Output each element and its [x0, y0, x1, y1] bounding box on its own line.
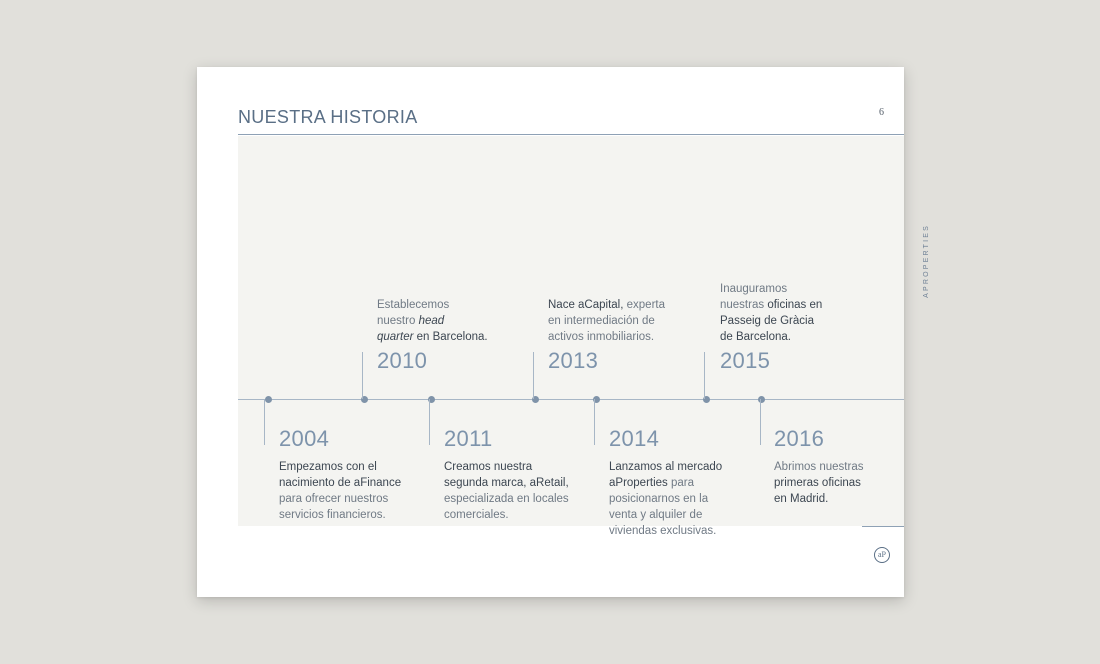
timeline-stem	[264, 399, 265, 445]
page-number: 6	[879, 107, 884, 118]
event-text-run: oficinas en	[767, 299, 823, 311]
timeline-stem	[429, 399, 430, 445]
timeline-stem	[533, 352, 534, 399]
event-text-run: en Barcelona.	[413, 331, 488, 343]
footer-divider	[862, 526, 904, 527]
event-text-run: Inauguramos	[720, 283, 788, 295]
event-text-run: quarter	[377, 331, 414, 343]
event-text-run: experta	[623, 299, 665, 311]
event-year: 2011	[444, 426, 493, 451]
timeline-axis	[238, 399, 904, 400]
event-text-run: para ofrecer nuestros	[279, 493, 389, 505]
event-description	[548, 297, 698, 345]
event-description-line	[377, 329, 527, 345]
event-text-run: para	[667, 477, 695, 489]
event-description-line	[720, 281, 870, 297]
event-text-run: nuestras	[720, 299, 768, 311]
event-year: 2010	[377, 348, 428, 373]
event-description-line	[548, 329, 698, 345]
event-description-line	[609, 459, 759, 475]
event-description-line	[548, 297, 698, 313]
event-description-line	[377, 313, 527, 329]
event-description-line	[279, 491, 429, 507]
event-year: 2013	[548, 348, 599, 373]
event-text-run: viviendas exclusivas.	[609, 525, 717, 537]
event-text-run: Creamos nuestra	[444, 461, 533, 473]
event-text-run: nuestro	[377, 315, 419, 327]
event-description	[774, 459, 924, 507]
timeline-dot	[265, 396, 272, 403]
event-description-line	[279, 459, 429, 475]
event-text-run: en Madrid.	[774, 493, 829, 505]
event-text-run: nacimiento de aFinance	[279, 477, 402, 489]
event-description-line	[609, 491, 759, 507]
event-year: 2015	[720, 348, 771, 373]
event-text-run: Lanzamos al mercado	[609, 461, 723, 473]
timeline-stem	[594, 399, 595, 445]
event-text-run: Establecemos	[377, 299, 450, 311]
side-brand-label: APROPERTIES	[923, 224, 930, 298]
event-text-run: posicionarnos en la	[609, 493, 709, 505]
event-description-line	[774, 475, 924, 491]
event-text-run: especializada en locales	[444, 493, 569, 505]
timeline-stem	[362, 352, 363, 399]
event-description-line	[279, 475, 429, 491]
event-text-run: Empezamos con el	[279, 461, 377, 473]
event-year: 2016	[774, 426, 825, 451]
event-description-line	[444, 475, 594, 491]
event-text-run: activos inmobiliarios.	[548, 331, 655, 343]
event-description-line	[774, 491, 924, 507]
timeline-panel	[238, 136, 930, 537]
event-description-line	[444, 459, 594, 475]
event-description-line	[720, 313, 870, 329]
event-description-line	[609, 475, 759, 491]
event-description	[444, 459, 594, 523]
event-description-line	[720, 329, 870, 345]
event-year: 2004	[279, 426, 330, 451]
event-description-line	[774, 459, 924, 475]
event-text-run: Passeig de Gràcia	[720, 315, 814, 327]
event-description-line	[720, 297, 870, 313]
event-text-run: head	[418, 315, 445, 327]
event-description-line	[609, 523, 759, 539]
event-description	[720, 281, 870, 345]
event-description-line	[444, 507, 594, 523]
event-text-run: aProperties	[609, 477, 668, 489]
event-text-run: comerciales.	[444, 509, 509, 521]
event-description	[377, 297, 527, 345]
event-description-line	[609, 507, 759, 523]
event-text-run: Nace aCapital,	[548, 299, 624, 311]
event-description	[609, 459, 759, 539]
event-description-line	[377, 297, 527, 313]
timeline-stem	[760, 399, 761, 445]
slide-title: NUESTRA HISTORIA	[238, 107, 418, 127]
brand-logo-icon: aP	[874, 547, 890, 563]
title-divider	[238, 134, 904, 135]
event-text-run: primeras oficinas	[774, 477, 861, 489]
event-description-line	[548, 313, 698, 329]
event-text-run: Abrimos nuestras	[774, 461, 864, 473]
event-description	[279, 459, 429, 523]
event-text-run: en intermediación de	[548, 315, 655, 327]
event-description-line	[444, 491, 594, 507]
event-text-run: venta y alquiler de	[609, 509, 703, 521]
event-text-run: de Barcelona.	[720, 331, 791, 343]
slide	[197, 67, 930, 597]
event-text-run: servicios financieros.	[279, 509, 386, 521]
event-text-run: segunda marca, aRetail,	[444, 477, 569, 489]
event-year: 2014	[609, 426, 660, 451]
event-description-line	[279, 507, 429, 523]
timeline-stem	[704, 352, 705, 399]
